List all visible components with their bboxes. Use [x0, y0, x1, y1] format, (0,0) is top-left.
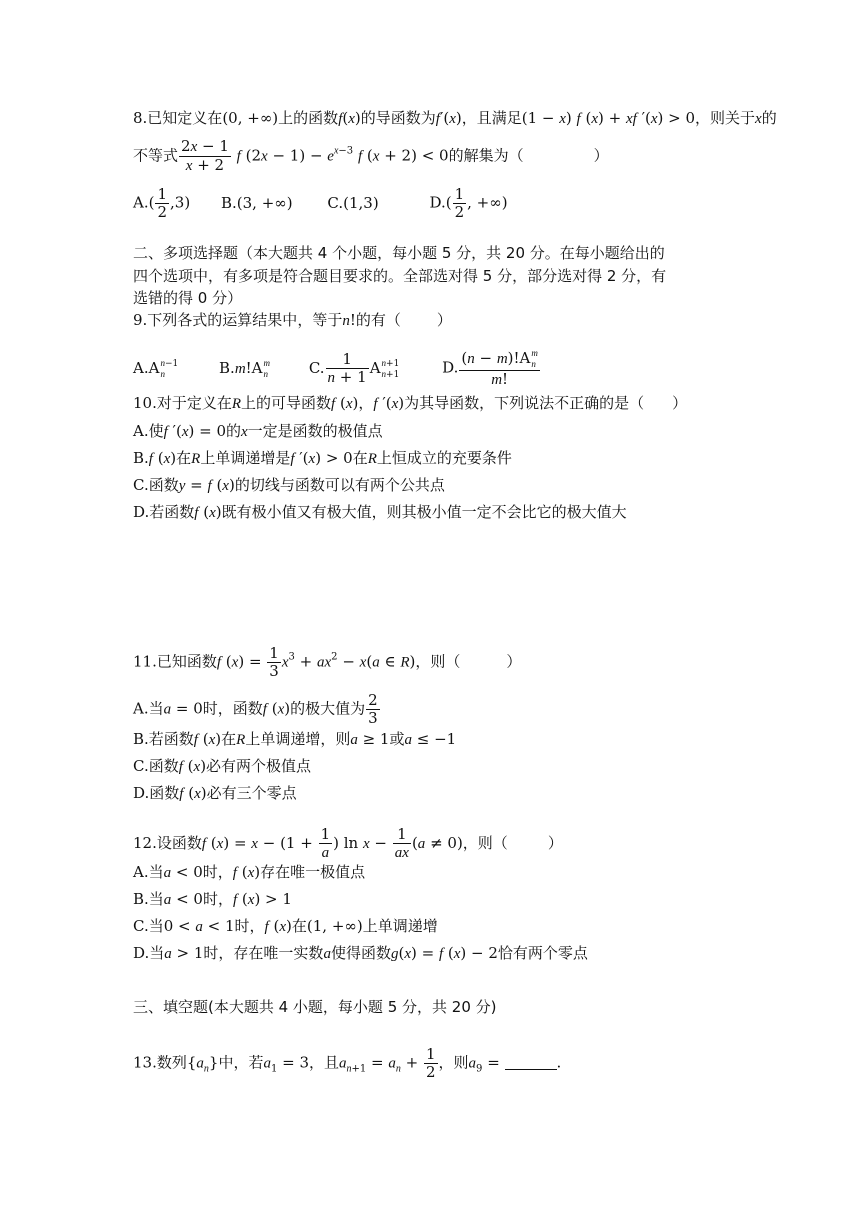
section2-line1: 二、多项选择题（本大题共 4 个小题，每小题 5 分，共 20 分。在每小题给出的 [133, 244, 665, 262]
q8-text: ，且满足 [461, 109, 522, 127]
q11-text: 必有三个零点 [206, 784, 297, 802]
q8-stem-line1: 8.已知定义在(0, +∞)上的函数f(x)的导函数为f′(x)，且满足(1 − x) f (x) + xf ′(x) > 0，则关于x的 [133, 109, 777, 127]
q8-text: ） [593, 146, 609, 165]
q12-text: 12.设函数 [133, 834, 202, 852]
q10-text: ， [358, 394, 374, 412]
q8-option-label: B. [220, 193, 237, 212]
q10-text: C.函数 [133, 476, 179, 494]
q10-text: 10.对于定义在 [133, 394, 232, 412]
q8-option-a: A.( $\frac{1}{2}$ ,3) [133, 185, 191, 221]
q10-text: 上单调递增是 [200, 449, 291, 467]
q11-text: ，则（ [415, 652, 461, 671]
q8-fraction: $\frac{2x - 1}{x + 2}$ [181, 137, 229, 174]
q12-option-d: D.当a > 1时，存在唯一实数a使得函数g(x) = f (x) − 2恰有两个零点 [133, 944, 588, 962]
q12-text: 恰有两个零点 [497, 944, 588, 962]
q12-option-b: B.当a < 0时，f (x) > 1 [133, 890, 292, 908]
q13-answer-blank[interactable] [505, 1055, 557, 1070]
q12-text: A.当 [133, 863, 164, 881]
q11-option-a: A.当a = 0时，函数f (x)的极大值为 $\frac{2}{3}$ [133, 691, 378, 727]
q8-option-d: D.( $\frac{1}{2}$ , +∞) [429, 185, 508, 221]
q9-option-b: B.m!A m n [219, 357, 271, 379]
q11-text: 在 [221, 730, 237, 748]
q11-text: 时，函数 [202, 699, 263, 718]
q10-option-c: C.函数y = f (x)的切线与函数可以有两个公共点 [133, 476, 445, 494]
q10-text: 上的可导函数 [241, 394, 332, 412]
q8-fx: f [338, 111, 343, 127]
q11-option-d: D.函数f (x)必有三个零点 [133, 784, 297, 802]
q13-text: 中，若 [218, 1053, 264, 1072]
q8-domain: (0, +∞) [222, 109, 279, 127]
q10-text: 上恒成立的充要条件 [376, 449, 512, 467]
q10-text: A.使 [133, 422, 164, 440]
section3-title: 三、填空题(本大题共 4 小题，每小题 5 分，共 20 分) [133, 998, 497, 1016]
q11-text: 或 [389, 730, 405, 748]
q12-stem: 12.设函数f (x) = x − (1 + $\frac{1}{a}$ ) ln x − $\frac{1}{ax}$ (a ≠ 0)，则（ ） [133, 825, 563, 861]
q10-stem: 10.对于定义在R上的可导函数f (x)，f ′(x)为其导函数，下列说法不正确的是（ ） [133, 394, 688, 412]
q12-text: 时， [234, 917, 265, 935]
q12-text: 时， [202, 890, 233, 908]
q10-option-a: A.使f ′(x) = 0的x一定是函数的极值点 [133, 422, 383, 440]
q8-option-label: C. [327, 193, 344, 212]
q11-option-b: B.若函数f (x)在R上单调递增，则a ≥ 1或a ≤ −1 [133, 730, 457, 748]
q10-text: 的切线与函数可以有两个公共点 [234, 476, 445, 494]
q10-text: D.若函数 [133, 503, 195, 521]
q12-text: ，则（ [462, 834, 508, 852]
q8-stem-line2: 不等式 $\frac{2x - 1}{x + 2}$ f $(2x - 1) - e^{x-3}$ f (x + 2) < 0的解集为（ ） [133, 137, 609, 174]
q9-option-label: C. [308, 358, 325, 377]
q9-stem: 9.下列各式的运算结果中，等于n!的有（ ） [133, 311, 452, 329]
q11-text: A.当 [133, 699, 164, 718]
q9-option-label: D. [442, 358, 459, 377]
q12-text: 在 [291, 917, 307, 935]
q10-text: 在 [176, 449, 192, 467]
q8-options [133, 186, 508, 221]
q9-text: 9.下列各式的运算结果中，等于 [133, 311, 343, 329]
q9-option-label: A. [133, 358, 149, 377]
section2-line3: 选错的得 0 分） [133, 289, 243, 307]
q12-text: ） [547, 834, 563, 852]
q8-text: 不等式 [133, 146, 179, 165]
q10-text: ） [672, 394, 688, 412]
q8-text: 的解集为（ [448, 146, 524, 165]
q12-text: 时， [202, 863, 233, 881]
q9-options [133, 348, 541, 389]
q10-text: B. [133, 449, 149, 467]
q11-text: 11.已知函数 [133, 652, 217, 671]
q10-text: 的 [225, 422, 241, 440]
q11-text: B.若函数 [133, 730, 194, 748]
q8-text: 的 [761, 109, 777, 127]
q9-option-label: B. [219, 358, 235, 377]
q10-option-d: D.若函数f (x)既有极小值又有极大值，则其极小值一定不会比它的极大值大 [133, 503, 627, 521]
q8-option-b: B.(3, +∞) [220, 193, 293, 212]
q9-text: ） [436, 311, 452, 329]
q12-option-c: C.当0 < a < 1时，f (x)在(1, +∞)上单调递增 [133, 917, 438, 935]
q8-text: 上的函数 [278, 109, 339, 127]
section2-line2: 四个选项中，有多项是符合题目要求的。全部选对得 5 分，部分选对得 2 分，有 [133, 267, 667, 285]
q11-text: C.函数 [133, 757, 179, 775]
q8-option-label: D. [429, 193, 446, 212]
q11-option-c: C.函数f (x)必有两个极值点 [133, 757, 312, 775]
q9-option-a: A.A n−1 n [133, 357, 179, 379]
q8-fprime: f [435, 111, 440, 127]
q10-text: 一定是函数的极值点 [247, 422, 383, 440]
q13-text: ，则 [438, 1053, 469, 1072]
q9-option-c: C. $\frac{1}{n + 1}$ A n+1 n+1 [308, 349, 400, 386]
q10-text: 在 [352, 449, 368, 467]
q8-text: 的导函数为 [360, 109, 436, 127]
q12-text: 使得函数 [330, 944, 391, 962]
q8-option-label: A. [133, 193, 149, 212]
q10-text: 既有极小值又有极大值，则其极小值一定不会比它的极大值大 [221, 503, 627, 521]
q11-text: D.函数 [133, 784, 180, 802]
q10-text: 为其导函数，下列说法不正确的是（ [404, 394, 645, 412]
q8-text: 8.已知定义在 [133, 109, 223, 127]
q12-text: 时，存在唯一实数 [203, 944, 324, 962]
q12-option-a: A.当a < 0时，f (x)存在唯一极值点 [133, 863, 366, 881]
q13-stem: 13.数列$\{a_n\}$中，若$a_1 = 3$，且$a_{n+1} = a_n$ + $\frac{1}{2}$ ，则$a_9$ = . [133, 1045, 562, 1081]
q11-text: ） [506, 652, 522, 671]
q13-text: 13.数列 [133, 1053, 187, 1072]
q12-text: 存在唯一极值点 [260, 863, 366, 881]
q12-text: C.当 [133, 917, 164, 935]
q11-text: 必有两个极值点 [206, 757, 312, 775]
q12-text: 上单调递增 [362, 917, 438, 935]
q9-text: 的有（ [355, 311, 401, 329]
q8-text: ，则关于 [695, 109, 756, 127]
q8-option-c: C.(1,3) [327, 193, 379, 212]
q11-text: 的极大值为 [290, 699, 366, 718]
q12-text: D.当 [133, 944, 165, 962]
q12-text: B.当 [133, 890, 164, 908]
q9-option-d: D. (n − m)!A m n m! [442, 348, 538, 388]
q11-stem: 11.已知函数f (x) = $\frac{1}{3}$ $x^3 + ax^2 - x(a$ ∈ R)，则（ ） [133, 644, 522, 680]
q13-text: ，且 [309, 1053, 340, 1072]
q13-text: . [556, 1053, 562, 1072]
q11-text: 上单调递增，则 [245, 730, 351, 748]
q10-option-b: B.f (x)在R上单调递增是f ′(x) > 0在R上恒成立的充要条件 [133, 449, 512, 467]
